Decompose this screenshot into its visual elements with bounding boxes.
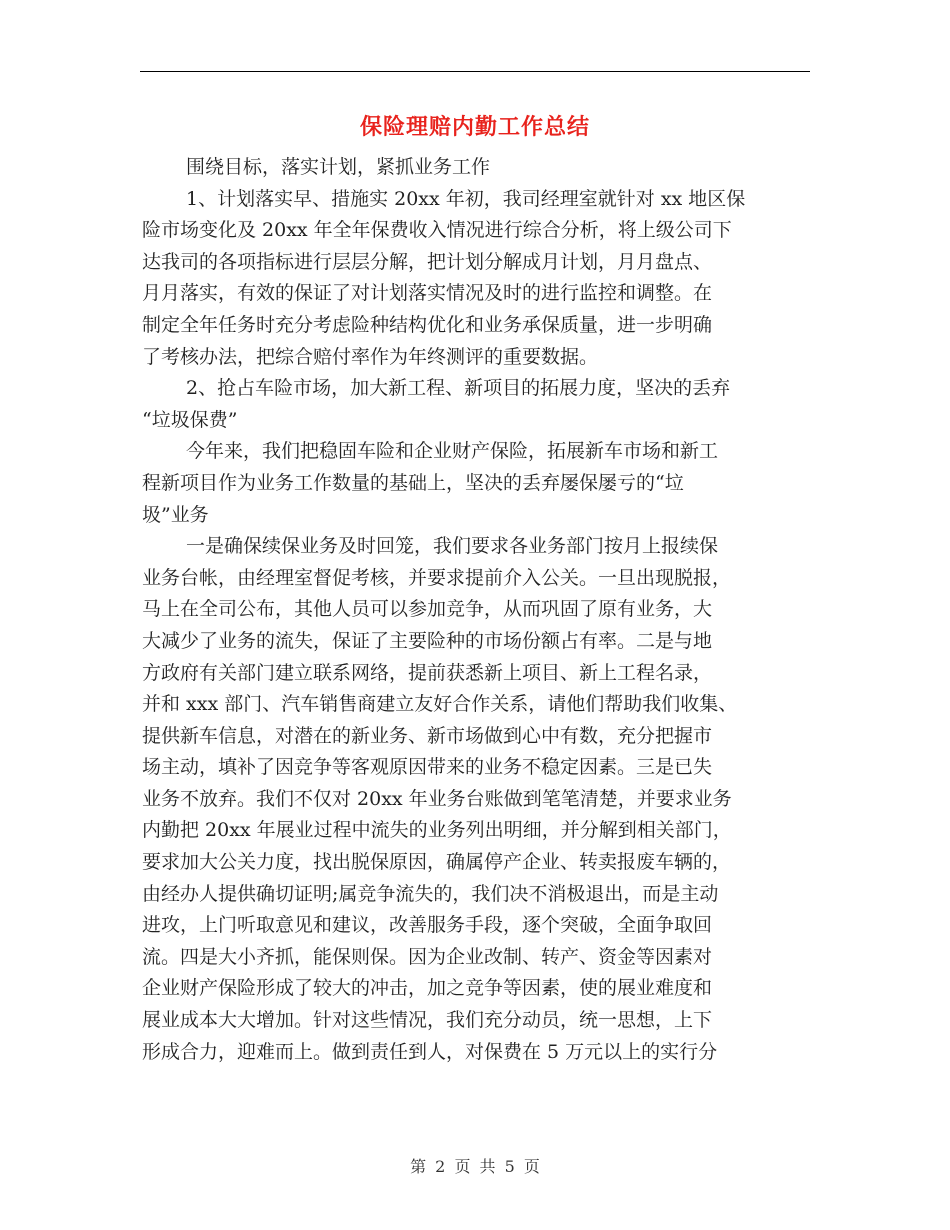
text-line: 提供新车信息，对潜在的新业务、新市场做到心中有数，充分把握市	[142, 724, 713, 747]
text-line: 月月落实，有效的保证了对计划落实情况及时的进行监控和调整。在	[142, 282, 713, 305]
page-footer: 第 2 页 共 5 页	[410, 1157, 540, 1176]
text-line: 展业成本大大增加。针对这些情况，我们充分动员，统一思想，上下	[142, 1009, 713, 1032]
text-line: 内勤把 20xx 年展业过程中流失的业务列出明细，并分解到相关部门，	[142, 819, 732, 842]
text-line: 并和 xxx 部门、汽车销售商建立友好合作关系，请他们帮助我们收集、	[142, 693, 738, 716]
text-line: 达我司的各项指标进行层层分解，把计划分解成月计划，月月盘点、	[142, 250, 713, 273]
document-body	[142, 152, 812, 1068]
text-line: 业务台帐，由经理室督促考核，并要求提前介入公关。一旦出现脱报，	[142, 566, 732, 589]
text-line: 马上在全司公布，其他人员可以参加竞争，从而巩固了原有业务，大	[142, 598, 713, 621]
text-line: 制定全年任务时充分考虑险种结构优化和业务承保质量，进一步明确	[142, 313, 713, 336]
text-line: 方政府有关部门建立联系网络，提前获悉新上项目、新上工程名录，	[142, 661, 713, 684]
text-line: 了考核办法，把综合赔付率作为年终测评的重要数据。	[142, 345, 599, 368]
text-line: 场主动，填补了因竞争等客观原因带来的业务不稳定因素。三是已失	[142, 756, 713, 779]
text-line: 企业财产保险形成了较大的冲击，加之竞争等因素，使的展业难度和	[142, 977, 713, 1000]
text-line: 2、抢占车险市场，加大新工程、新项目的拓展力度，坚决的丢弃	[186, 377, 731, 400]
text-line: 今年来，我们把稳固车险和企业财产保险，拓展新车市场和新工	[186, 440, 719, 463]
text-line: 进攻，上门听取意见和建议，改善服务手段，逐个突破，全面争取回	[142, 914, 713, 937]
document-title: 保险理赔内勤工作总结	[359, 115, 590, 140]
text-line: 险市场变化及 20xx 年全年保费收入情况进行综合分析，将上级公司下	[142, 219, 732, 242]
text-line: 围绕目标，落实计划，紧抓业务工作	[186, 156, 491, 178]
text-line: 1、计划落实早、措施实 20xx 年初，我司经理室就针对 xx 地区保	[186, 187, 746, 210]
header-rule	[140, 71, 810, 72]
text-line: 业务不放弃。我们不仅对 20xx 年业务台账做到笔笔清楚，并要求业务	[142, 787, 732, 810]
text-line: 要求加大公关力度，找出脱保原因，确属停产企业、转卖报废车辆的，	[142, 851, 732, 874]
text-line: 流。四是大小齐抓，能保则保。因为企业改制、转产、资金等因素对	[142, 945, 713, 968]
text-line: 一是确保续保业务及时回笼，我们要求各业务部门按月上报续保	[186, 535, 719, 558]
text-line: 大减少了业务的流失，保证了主要险种的市场份额占有率。二是与地	[142, 629, 713, 652]
text-line: 程新项目作为业务工作数量的基础上，坚决的丢弃屡保屡亏的“垃	[142, 471, 684, 494]
text-line: “垃圾保费”	[142, 408, 238, 431]
text-line: 圾”业务	[142, 503, 209, 526]
text-line: 形成合力，迎难而上。做到责任到人，对保费在 5 万元以上的实行分	[142, 1040, 718, 1063]
text-line: 由经办人提供确切证明;属竞争流失的，我们决不消极退出，而是主动	[142, 882, 719, 905]
